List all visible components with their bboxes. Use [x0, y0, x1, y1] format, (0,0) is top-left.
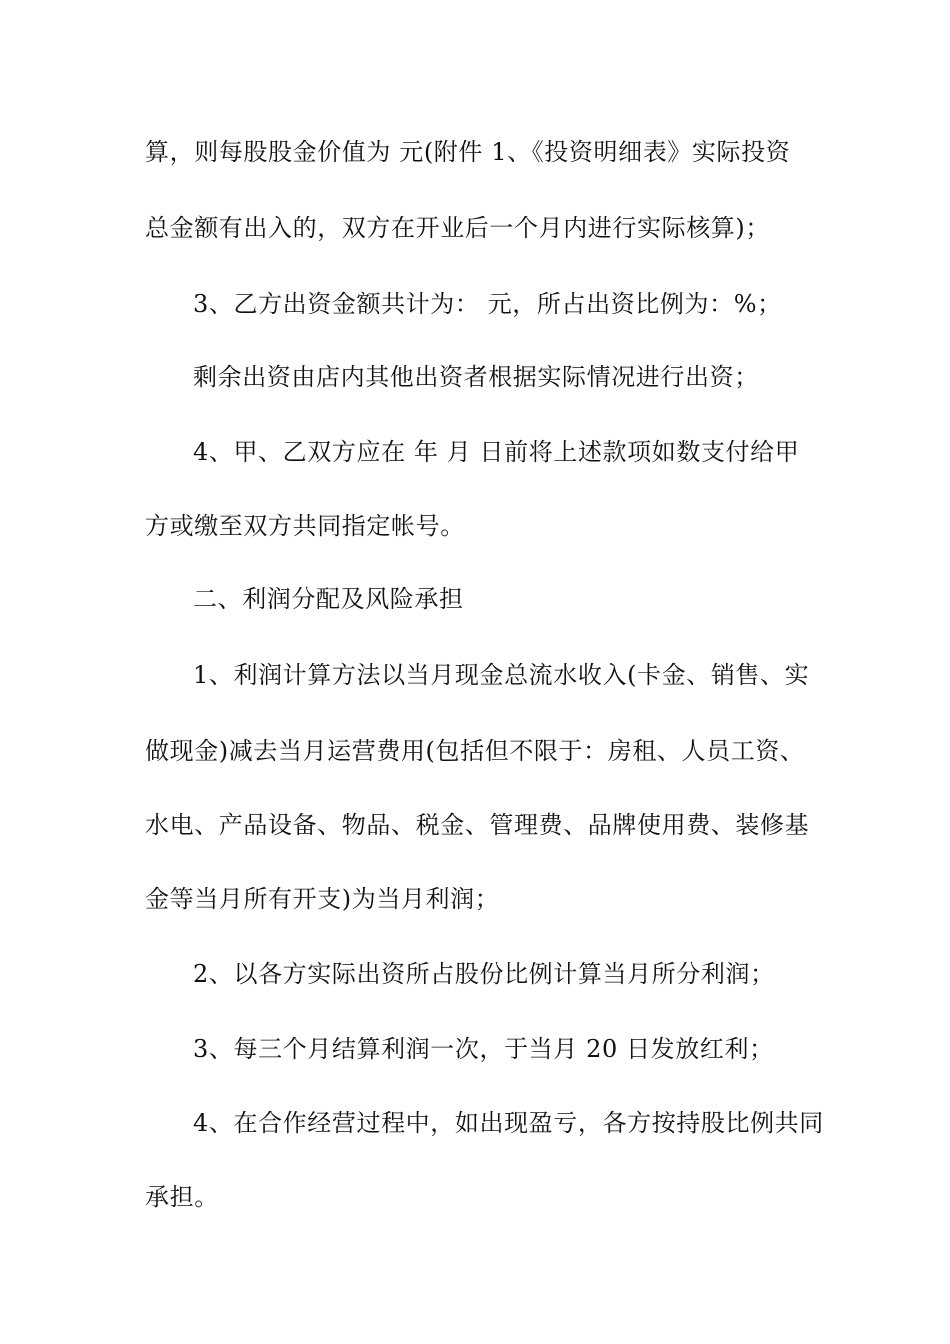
text-line: 1、利润计算方法以当月现金总流水收入(卡金、销售、实	[193, 661, 810, 689]
text-line: 算，则每股股金价值为 元(附件 1、《投资明细表》实际投资	[145, 138, 791, 166]
text-line: 3、每三个月结算利润一次，于当月 20 日发放红利；	[193, 1035, 774, 1063]
text-line: 水电、产品设备、物品、税金、管理费、品牌使用费、装修基	[145, 811, 810, 839]
text-line: 方或缴至双方共同指定帐号。	[145, 512, 465, 540]
text-line: 剩余出资由店内其他出资者根据实际情况进行出资；	[193, 363, 759, 391]
text-line: 2、以各方实际出资所占股份比例计算当月所分利润；	[193, 960, 775, 988]
text-line: 金等当月所有开支)为当月利润；	[145, 885, 500, 913]
text-line: 总金额有出入的，双方在开业后一个月内进行实际核算)；	[145, 214, 770, 242]
text-line: 3、乙方出资金额共计为： 元，所占出资比例为：%；	[193, 290, 782, 318]
text-line: 做现金)减去当月运营费用(包括但不限于：房租、人员工资、	[145, 737, 805, 765]
text-line: 4、甲、乙双方应在 年 月 日前将上述款项如数支付给甲	[193, 438, 800, 466]
text-line: 4、在合作经营过程中，如出现盈亏，各方按持股比例共同	[193, 1109, 824, 1137]
section-heading: 二、利润分配及风险承担	[193, 585, 464, 613]
text-line: 承担。	[145, 1183, 219, 1211]
